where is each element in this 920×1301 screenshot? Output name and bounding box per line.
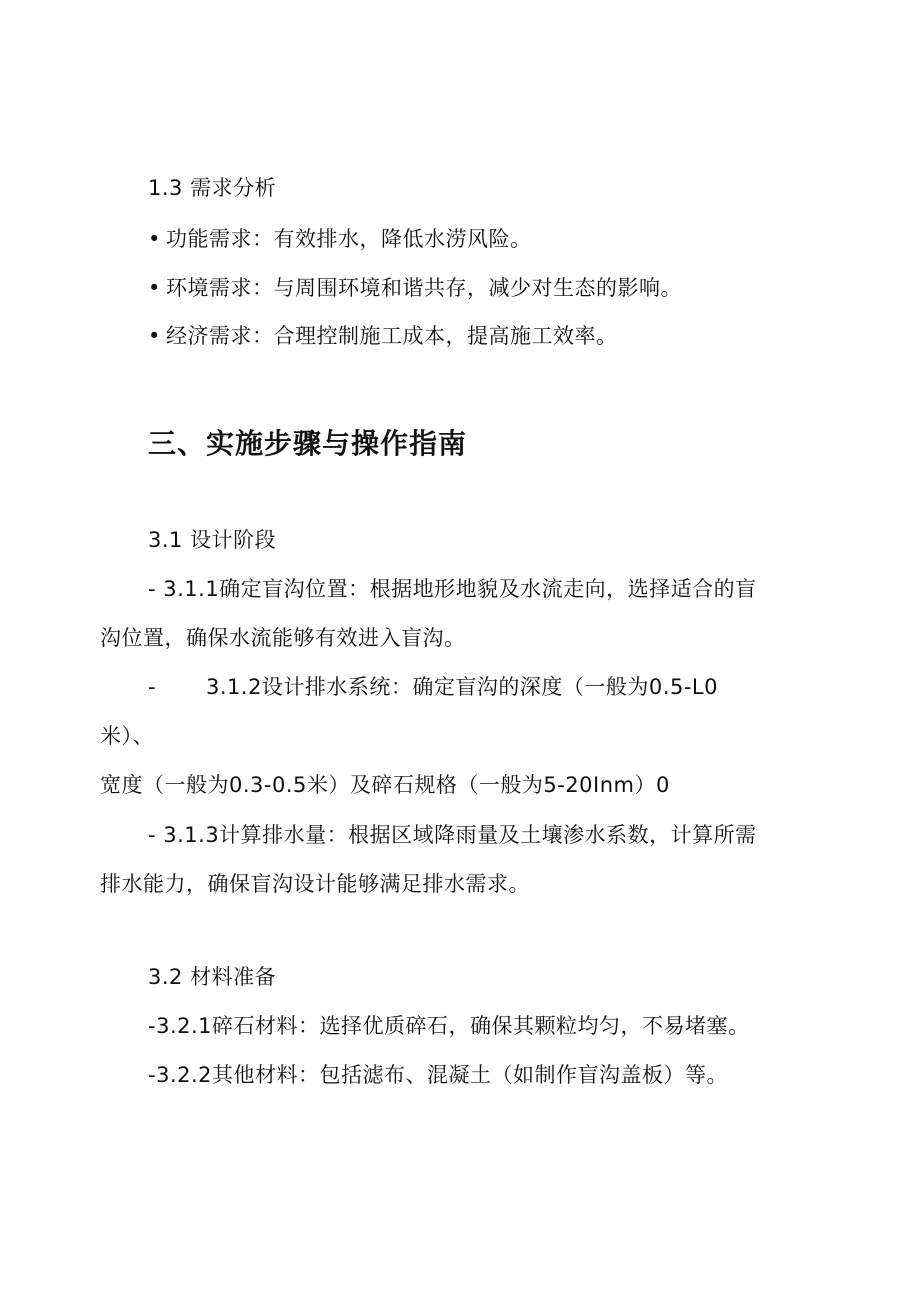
- list-item-text: 功能需求：有效排水，降低水涝风险。: [166, 227, 532, 251]
- bullet-icon: •: [148, 227, 161, 251]
- paragraph-line: 沟位置，确保水流能够有效进入盲沟。: [100, 626, 466, 650]
- list-item-text: 经济需求：合理控制施工成本，提高施工效率。: [166, 324, 618, 348]
- list-item: -3.2.1碎石材料：选择优质碎石，确保其颗粒均匀，不易堵塞。: [148, 1014, 750, 1038]
- list-dash: -: [148, 675, 157, 699]
- list-item: [148, 225, 532, 253]
- paragraph-line: - 3.1.3计算排水量：根据区域降雨量及土壤渗水系数，计算所需: [148, 823, 757, 847]
- section-3-1-title: 3.1 设计阶段: [148, 528, 277, 552]
- paragraph-line: 宽度（一般为0.3-0.5米）及碎石规格（一般为5-20Inm）0: [100, 773, 670, 797]
- bullet-icon: •: [148, 276, 161, 300]
- paragraph-line: 3.1.2设计排水系统：确定盲沟的深度（一般为0.5-L0: [206, 675, 718, 699]
- section-1-3-title: 1.3 需求分析: [148, 176, 277, 200]
- chapter-3-title: 三、实施步骤与操作指南: [148, 427, 468, 460]
- list-item: [148, 322, 618, 350]
- section-3-2-title: 3.2 材料准备: [148, 965, 277, 989]
- paragraph-line: 排水能力，确保盲沟设计能够满足排水需求。: [100, 872, 530, 896]
- list-item-text: 环境需求：与周围环境和谐共存，减少对生态的影响。: [166, 276, 682, 300]
- list-item: -3.2.2其他材料：包括滤布、混凝土（如制作盲沟盖板）等。: [148, 1063, 729, 1087]
- bullet-icon: •: [148, 324, 161, 348]
- list-item: [148, 274, 682, 302]
- paragraph-line: 米）、: [100, 724, 154, 748]
- paragraph-line: - 3.1.1确定盲沟位置：根据地形地貌及水流走向，选择适合的盲: [148, 577, 757, 601]
